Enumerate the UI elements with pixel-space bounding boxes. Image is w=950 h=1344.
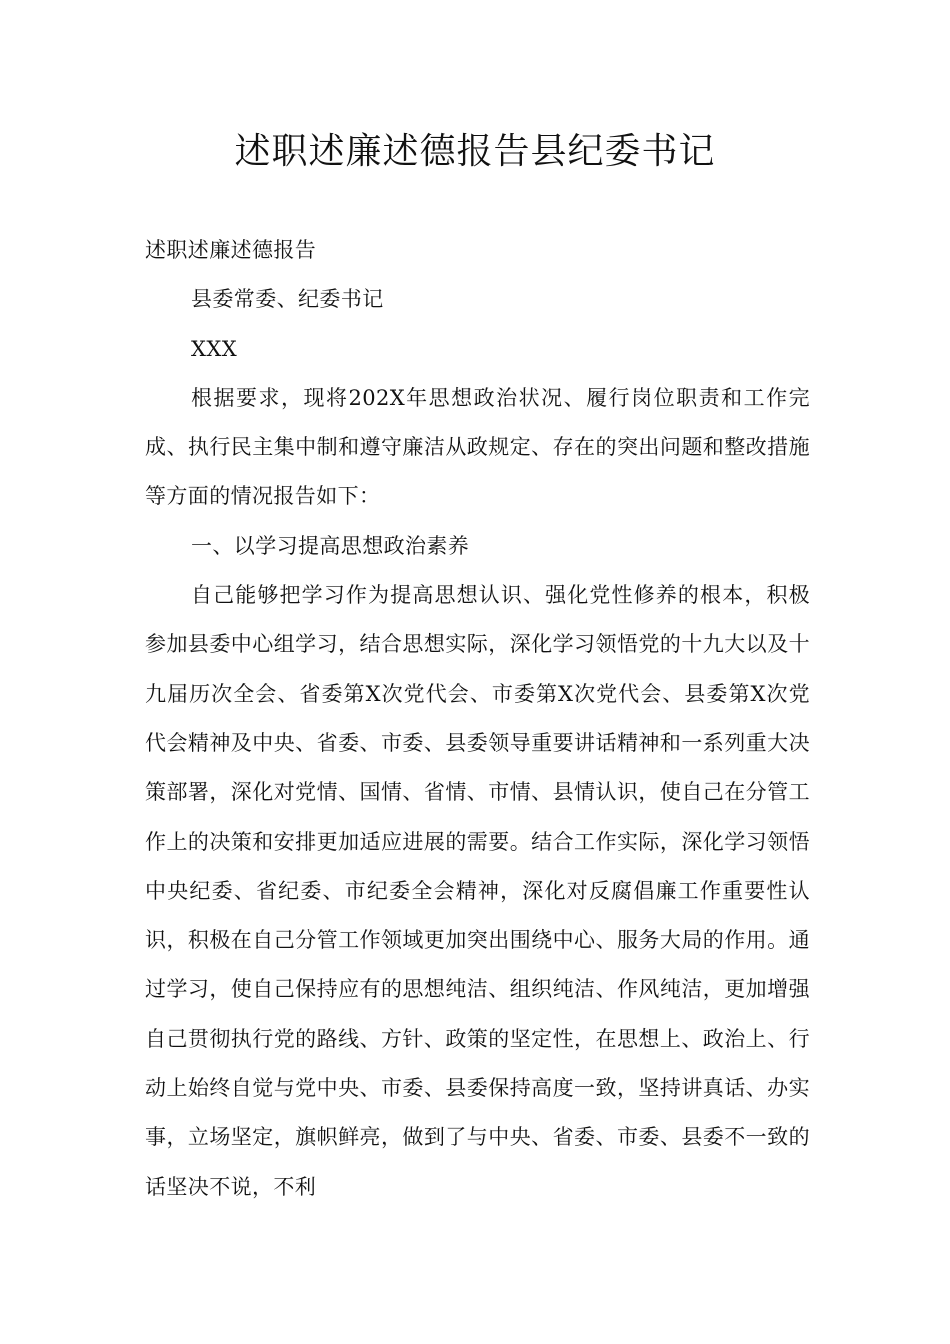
- section-1-paragraph: 自己能够把学习作为提高思想认识、强化党性修养的根本，积极参加县委中心组学习，结合思想实际，深化学习领悟党的十九大以及十九届历次全会、省委第X次党代会、市委第X次党代会、县委第X次党代会精神及中央、省委、市委、县委领导重要讲话精神和一系列重大决策部署，深化对党情、国情、省情、市情、县情认识，使自己在分管工作上的决策和安排更加适应进展的需要。结合工作实际，深化学习领悟中央纪委、省纪委、市纪委全会精神，深化对反腐倡廉工作重要性认识，积极在自己分管工作领域更加突出围绕中心、服务大局的作用。通过学习，使自己保持应有的思想纯洁、组织纯洁、作风纯洁，更加增强自己贯彻执行党的路线、方针、政策的坚定性，在思想上、政治上、行动上始终自觉与党中央、市委、县委保持高度一致，坚持讲真话、办实事，立场坚定，旗帜鲜亮，做到了与中央、省委、市委、县委不一致的话坚决不说，不利: [145, 583, 810, 1199]
- author-position: 县委常委、纪委书记: [191, 287, 384, 312]
- document-body: [145, 226, 810, 1212]
- section-heading-1: 一、以学习提高思想政治素养: [191, 533, 470, 558]
- intro-paragraph: 根据要求，现将202X年思想政治状况、履行岗位职责和工作完成、执行民主集中制和遵守廉洁从政规定、存在的突出问题和整改措施等方面的情况报告如下：: [145, 385, 810, 509]
- author-name: XXX: [191, 336, 238, 361]
- report-heading: 述职述廉述德报告: [145, 238, 317, 262]
- document-title: 述职述廉述德报告县纪委书记: [234, 131, 716, 172]
